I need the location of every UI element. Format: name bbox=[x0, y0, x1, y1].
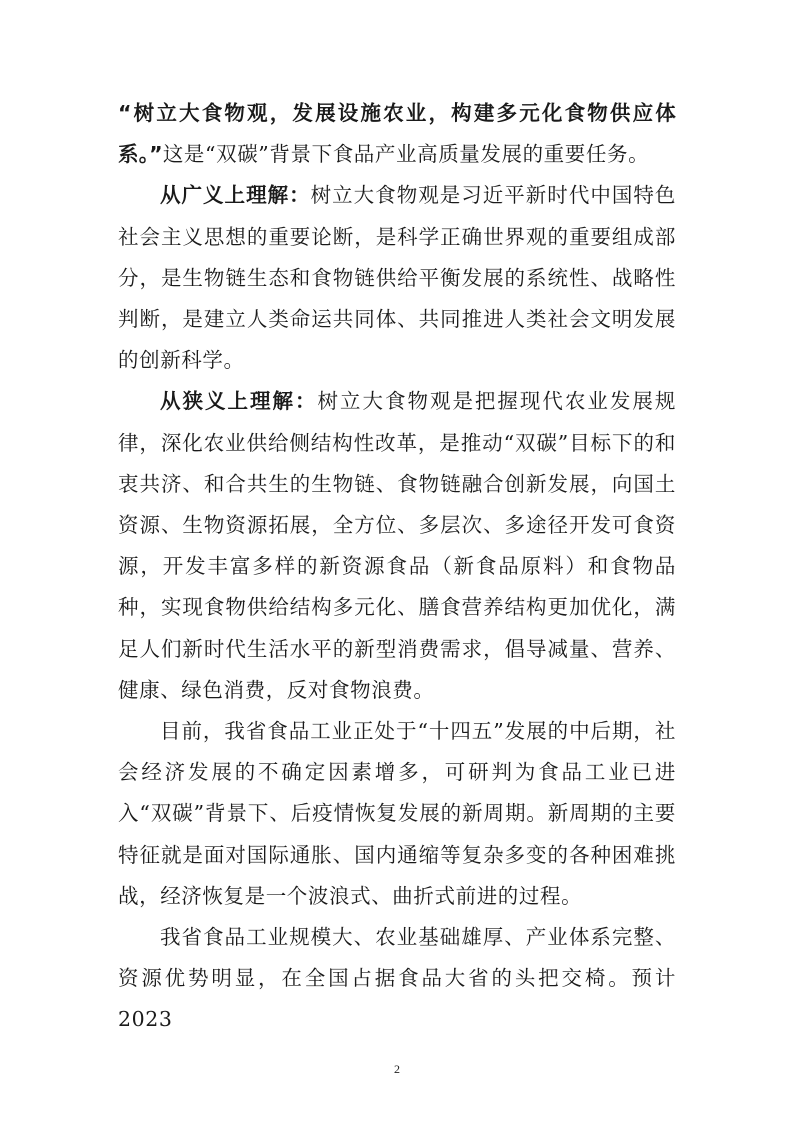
paragraph-5: 我省食品工业规模大、农业基础雄厚、产业体系完整、资源优势明显，在全国占据食品大省的头把交椅。预计 2023 bbox=[118, 925, 676, 1032]
body-text bbox=[118, 93, 676, 1041]
narrow-sense-lead: 从狭义上理解： bbox=[160, 389, 318, 414]
paragraph-4: 目前，我省食品工业正处于“十四五”发展的中后期，社会经济发展的不确定因素增多，可研判为食品工业已进入“双碳”背景下、后疫情恢复发展的新周期。新周期的主要特征就是面对国际通胀、国内通缩等复杂多变的各种困难挑战，经济恢复是一个波浪式、曲折式前进的过程。 bbox=[118, 719, 676, 908]
narrow-sense-body: 树立大食物观是把握现代农业发展规律，深化农业供给侧结构性改革，是推动“双碳”目标下的和衷共济、和合共生的生物链、食物链融合创新发展，向国土资源、生物资源拓展，全方位、多层次、多途径开发可食资源，开发丰富多样的新资源食品（新食品原料）和食物品种，实现食物供给结构多元化、膳食营养结构更加优化，满足人们新时代生活水平的新型消费需求，倡导减量、营养、健康、绿色消费，反对食物浪费。 bbox=[118, 389, 676, 702]
paragraph-1-rest: 这是“双碳”背景下食品产业高质量发展的重要任务。 bbox=[162, 142, 650, 167]
paragraph-3 bbox=[118, 381, 676, 711]
broad-sense-lead: 从广义上理解： bbox=[160, 183, 311, 208]
paragraph-2 bbox=[118, 175, 676, 381]
broad-sense-body: 树立大食物观是习近平新时代中国特色社会主义思想的重要论断，是科学正确世界观的重要组成部分，是生物链生态和食物链供给平衡发展的系统性、战略性判断，是建立人类命运共同体、共同推进人类社会文明发展的创新科学。 bbox=[118, 183, 676, 373]
page-number: 2 bbox=[394, 1062, 400, 1076]
headline-quote: “树立大食物观，发展设施农业，构建多元化食物供应体系。” bbox=[118, 101, 676, 167]
paragraph-1 bbox=[118, 93, 676, 175]
